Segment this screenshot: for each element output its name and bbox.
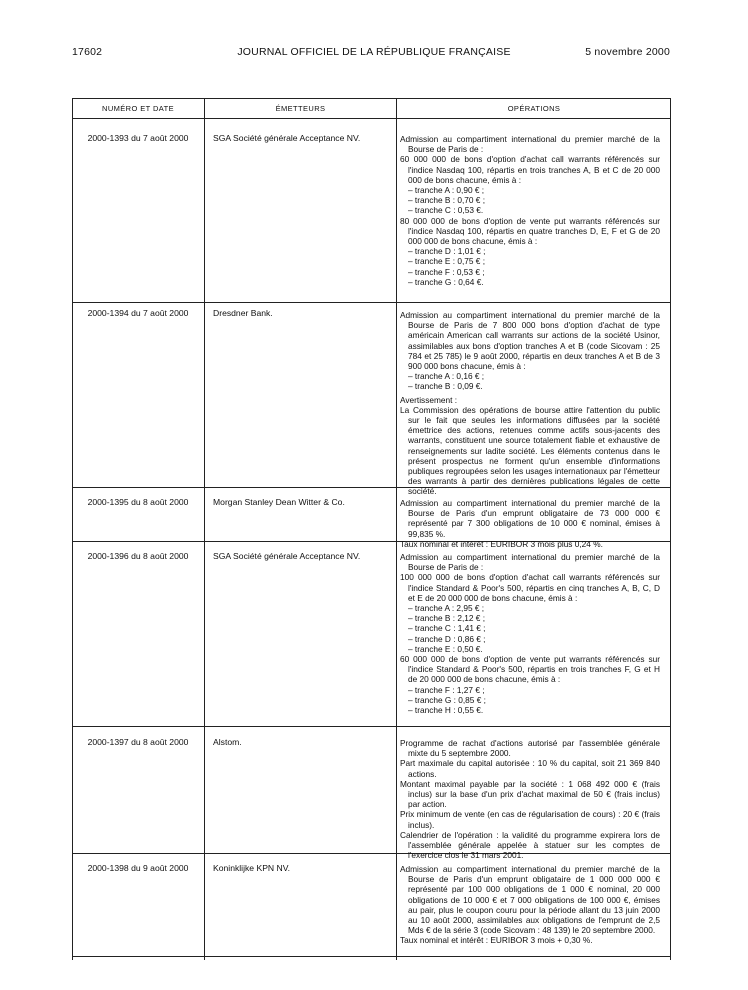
table-row-emetteur: SGA Société générale Acceptance NV.: [213, 551, 361, 561]
operation-text: Calendrier de l'opération : la validité du programme expirera lors de l'assemblée générale appelée à statuer sur les comptes de l'exercice clos le 31 mars 2001.: [400, 829, 660, 861]
column-header-operations: OPÉRATIONS: [507, 104, 561, 113]
table-row-operations: [400, 552, 660, 715]
operation-text: 60 000 000 de bons d'option de vente put warrants référencés sur l'indice Standard & Poor's 500, répartis en trois tranches F, G et H de 20 000 000 de bons chacune, émis à :: [400, 654, 660, 685]
tranche-line: – tranche B : 0,70 € ;: [408, 195, 486, 206]
tranche-line: – tranche C : 1,41 € ;: [408, 623, 486, 634]
tranche-line: – tranche C : 0,53 €.: [408, 205, 484, 216]
operation-text: Programme de rachat d'actions autorisé par l'assemblée générale mixte du 5 septembre 2000.: [400, 738, 660, 759]
tranche-line: – tranche A : 0,90 € ;: [408, 185, 485, 196]
table-row-operations: [400, 310, 660, 497]
table-row-operations: [400, 864, 660, 946]
tranche-line: – tranche H : 0,55 €.: [408, 705, 484, 716]
tranche-line: – tranche F : 0,53 € ;: [408, 266, 485, 277]
publication-date: 5 novembre 2000: [585, 46, 670, 58]
table-row-operations: [400, 498, 660, 549]
table-row-numero: 2000-1393 du 7 août 2000: [87, 133, 189, 143]
tranche-line: – tranche A : 0,16 € ;: [408, 371, 485, 382]
operation-text: Admission au compartiment international du premier marché de la Bourse de Paris de 7 800 000 bons d'option d'achat de type américain American call warrants sur actions de la société Usinor, assimilables aux bons d'option tranches A et B (code Sicovam : 25 784 et 25 785) le 9 août 2000, répartis en deux tranches A et B de 3 900 000 bons chacune, émis à :: [400, 310, 660, 372]
table-row-emetteur: Dresdner Bank.: [213, 308, 273, 318]
row-rule: [72, 726, 671, 727]
page-number: 17602: [72, 46, 103, 58]
table-row-emetteur: Alstom.: [213, 737, 242, 747]
operation-text: Admission au compartiment international du premier marché de la Bourse de Paris de :: [400, 134, 660, 155]
tranche-line: – tranche G : 0,85 € ;: [408, 694, 486, 705]
tranche-line: – tranche F : 1,27 € ;: [408, 684, 485, 695]
tranche-line: – tranche A : 2,95 € ;: [408, 603, 485, 614]
table-row-emetteur: Koninklijke KPN NV.: [213, 863, 291, 873]
table-row-numero: 2000-1398 du 9 août 2000: [87, 863, 189, 873]
table-row-operations: [400, 738, 660, 860]
operation-text: 60 000 000 de bons d'option d'achat call warrants référencés sur l'indice Nasdaq 100, répartis en trois tranches A, B et C de 20 000 000 de bons chacune, émis à :: [400, 154, 660, 185]
column-header-numero: NUMÉRO ET DATE: [102, 104, 174, 113]
tranche-line: – tranche B : 2,12 € ;: [408, 613, 486, 624]
operation-text: Admission au compartiment international du premier marché de la Bourse de Paris de :: [400, 552, 660, 573]
table-row-emetteur: SGA Société générale Acceptance NV.: [213, 133, 361, 143]
operation-text: Admission au compartiment international du premier marché de la Bourse de Paris d'un emprunt obligataire de 1 000 000 000 € représenté par 100 000 obligations de 1 000 € nominal, 20 000 obligations de 10 000 € et 7 000 obligations de 100 000 €, émises au pair, plus le coupon couru pour la période allant du 13 juin 2000 au 10 août 2000, assimilables aux obligations de l'emprunt de 2,5 Mds € de la série 3 (code Sicovam : 48 139) le 20 septembre 2000.: [400, 864, 660, 936]
header-rule: [72, 118, 671, 119]
row-rule: [72, 302, 671, 303]
journal-title: JOURNAL OFFICIEL DE LA RÉPUBLIQUE FRANÇAISE: [237, 46, 511, 58]
operation-text: Montant maximal payable par la société : 1 068 492 000 € (frais inclus) sur la base d'un prix d'achat maximal de 50 € (frais inclus) par action.: [400, 778, 660, 810]
tranche-line: – tranche E : 0,50 €.: [408, 643, 483, 654]
column-divider: [396, 98, 397, 960]
operation-text: Taux nominal et intérêt : EURIBOR 3 mois + 0,30 %.: [400, 935, 593, 946]
warning-text: La Commission des opérations de bourse attire l'attention du public sur le fait que seules les informations diffusées par la société émettrice des actions, retenues comme actifs sous-jacents des warrants, constituent une source totalement fiable et exhaustive de renseignements sur ladite société. Les éléments contenus dans le présent prospectus ne forment qu'un ensemble d'informations publiques regroupées selon les usages internationaux par l'émetteur des warrants à partir des dernières publications légales de cette société.: [400, 404, 660, 497]
table-row-numero: 2000-1395 du 8 août 2000: [87, 497, 189, 507]
table-row-numero: 2000-1397 du 8 août 2000: [87, 737, 189, 747]
table-row-numero: 2000-1396 du 8 août 2000: [87, 551, 189, 561]
tranche-line: – tranche B : 0,09 €.: [408, 381, 483, 392]
operation-text: Taux nominal et intérêt : EURIBOR 3 mois plus 0,24 %.: [400, 538, 603, 549]
operation-text: Prix minimum de vente (en cas de régularisation de cours) : 20 € (frais inclus).: [400, 809, 660, 830]
column-divider: [204, 98, 205, 960]
table-row-emetteur: Morgan Stanley Dean Witter & Co.: [213, 497, 345, 507]
row-rule: [72, 956, 671, 957]
warning-heading: Avertissement :: [400, 394, 458, 405]
tranche-line: – tranche E : 0,75 € ;: [408, 256, 486, 267]
tranche-line: – tranche D : 1,01 € ;: [408, 246, 486, 257]
column-header-emetteurs: ÉMETTEURS: [275, 104, 326, 113]
operation-text: 80 000 000 de bons d'option de vente put warrants référencés sur l'indice Nasdaq 100, répartis en quatre tranches D, E, F et G de 20 000 000 de bons chacune, émis à :: [400, 215, 660, 247]
tranche-line: – tranche D : 0,86 € ;: [408, 633, 486, 644]
table-row-operations: [400, 134, 660, 287]
operation-text: Part maximale du capital autorisée : 10 % du capital, soit 21 369 840 actions.: [400, 758, 660, 779]
tranche-line: – tranche G : 0,64 €.: [408, 276, 484, 287]
table-row-numero: 2000-1394 du 7 août 2000: [87, 308, 189, 318]
operation-text: 100 000 000 de bons d'option d'achat call warrants référencés sur l'indice Standard & Poor's 500, répartis en cinq tranches A, B, C, D et E de 20 000 000 de bons chacune, émis à :: [400, 572, 660, 603]
operation-text: Admission au compartiment international du premier marché de la Bourse de Paris d'un emprunt obligataire de 73 000 000 € représenté par 7 300 obligations de 10 000 € nominal, émises à 99,835 %.: [400, 498, 660, 539]
